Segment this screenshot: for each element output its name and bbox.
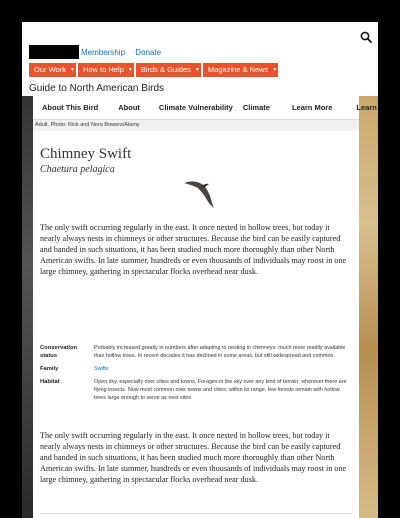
chevron-down-icon: ▾ [70, 67, 74, 73]
nav-how-to-help[interactable] [78, 63, 134, 77]
photo-credit: Adult. Photo: Rick and Nora Bowers/Alamy [33, 120, 359, 131]
fact-row [40, 344, 352, 360]
fact-row [40, 365, 352, 373]
nav-magazine-news[interactable] [203, 63, 278, 77]
background-photo-right [359, 96, 378, 518]
family-link[interactable]: Swifts [94, 366, 109, 372]
fact-label: Family [40, 366, 59, 372]
site-logo[interactable] [29, 45, 79, 59]
bird-tabs [33, 96, 377, 120]
search-icon[interactable] [360, 31, 372, 43]
page-frame [22, 22, 378, 518]
bird-article [33, 131, 359, 518]
header-links [81, 48, 169, 57]
bird-common-name: Chimney Swift [40, 146, 132, 162]
donate-link[interactable]: Donate [135, 48, 162, 57]
chevron-down-icon: ▾ [195, 67, 199, 73]
fact-label: Conservation status [40, 345, 78, 359]
nav-our-work[interactable] [29, 63, 76, 77]
main-nav [29, 63, 278, 77]
tab-about[interactable]: About [118, 103, 140, 112]
guide-title[interactable]: Guide to North American Birds [29, 83, 165, 94]
nav-label: Our Work [34, 65, 66, 74]
divider [40, 513, 352, 514]
bird-scientific-name: Chaetura pelagica [40, 164, 115, 175]
nav-label: Birds & Guides [140, 65, 191, 74]
tab-learn-more[interactable]: Learn More [291, 103, 333, 112]
nav-label: How to Help [82, 65, 124, 74]
fact-value: Probably increased greatly in numbers after adapting to nesting in chimneys, much more readily available than hollow trees. In recent decades it has declined in some areas, but still widespread and common. [94, 345, 346, 359]
membership-link[interactable]: Membership [81, 48, 126, 57]
background-photo-left [22, 96, 33, 518]
tab-learn[interactable]: Learn [356, 103, 377, 112]
fact-row [40, 378, 352, 402]
chevron-down-icon: ▾ [273, 67, 277, 73]
fact-value: Open sky, especially over cities and towns. Forages in the sky over any kind of terrain, wherever there are flying insects. Now most common over towns and cities; within its range, few forests remain with hollow trees large enough to serve as nest sites. [94, 379, 347, 401]
bird-facts [40, 344, 352, 407]
bird-description: The only swift occurring regularly in the east. It once nested in hollow trees, but today it nearly always nests in chimneys or other structures. Because the bird can be easily captured and banded in such situations, it has been studied much more thoroughly than other North American swifts. In late summer, hundreds or even thousands of individuals may roost in one large chimney, gathering in spectacular flocks overhead near dusk. [40, 223, 347, 276]
chevron-down-icon: ▾ [128, 67, 132, 73]
site-header [22, 22, 378, 82]
nav-birds-guides[interactable] [136, 63, 201, 77]
tab-climate[interactable]: Climate [242, 103, 270, 112]
tab-climate-vulnerability[interactable]: Climate Vulnerability [158, 103, 233, 112]
bird-description-repeat: The only swift occurring regularly in the east. It once nested in hollow trees, but today it nearly always nests in chimneys or other structures. Because the bird can be easily captured and banded in such situations, it has been studied much more thoroughly than other North American swifts. In late summer, hundreds or even thousands of individuals may roost in one large chimney, gathering in spectacular flocks overhead near dusk. [40, 431, 347, 484]
tab-about-this-bird[interactable]: About This Bird [42, 103, 99, 112]
content-area [22, 96, 378, 518]
nav-label: Magazine & News [207, 65, 269, 74]
fact-label: Habitat [40, 379, 60, 385]
chimney-swift-illustration [181, 173, 221, 213]
